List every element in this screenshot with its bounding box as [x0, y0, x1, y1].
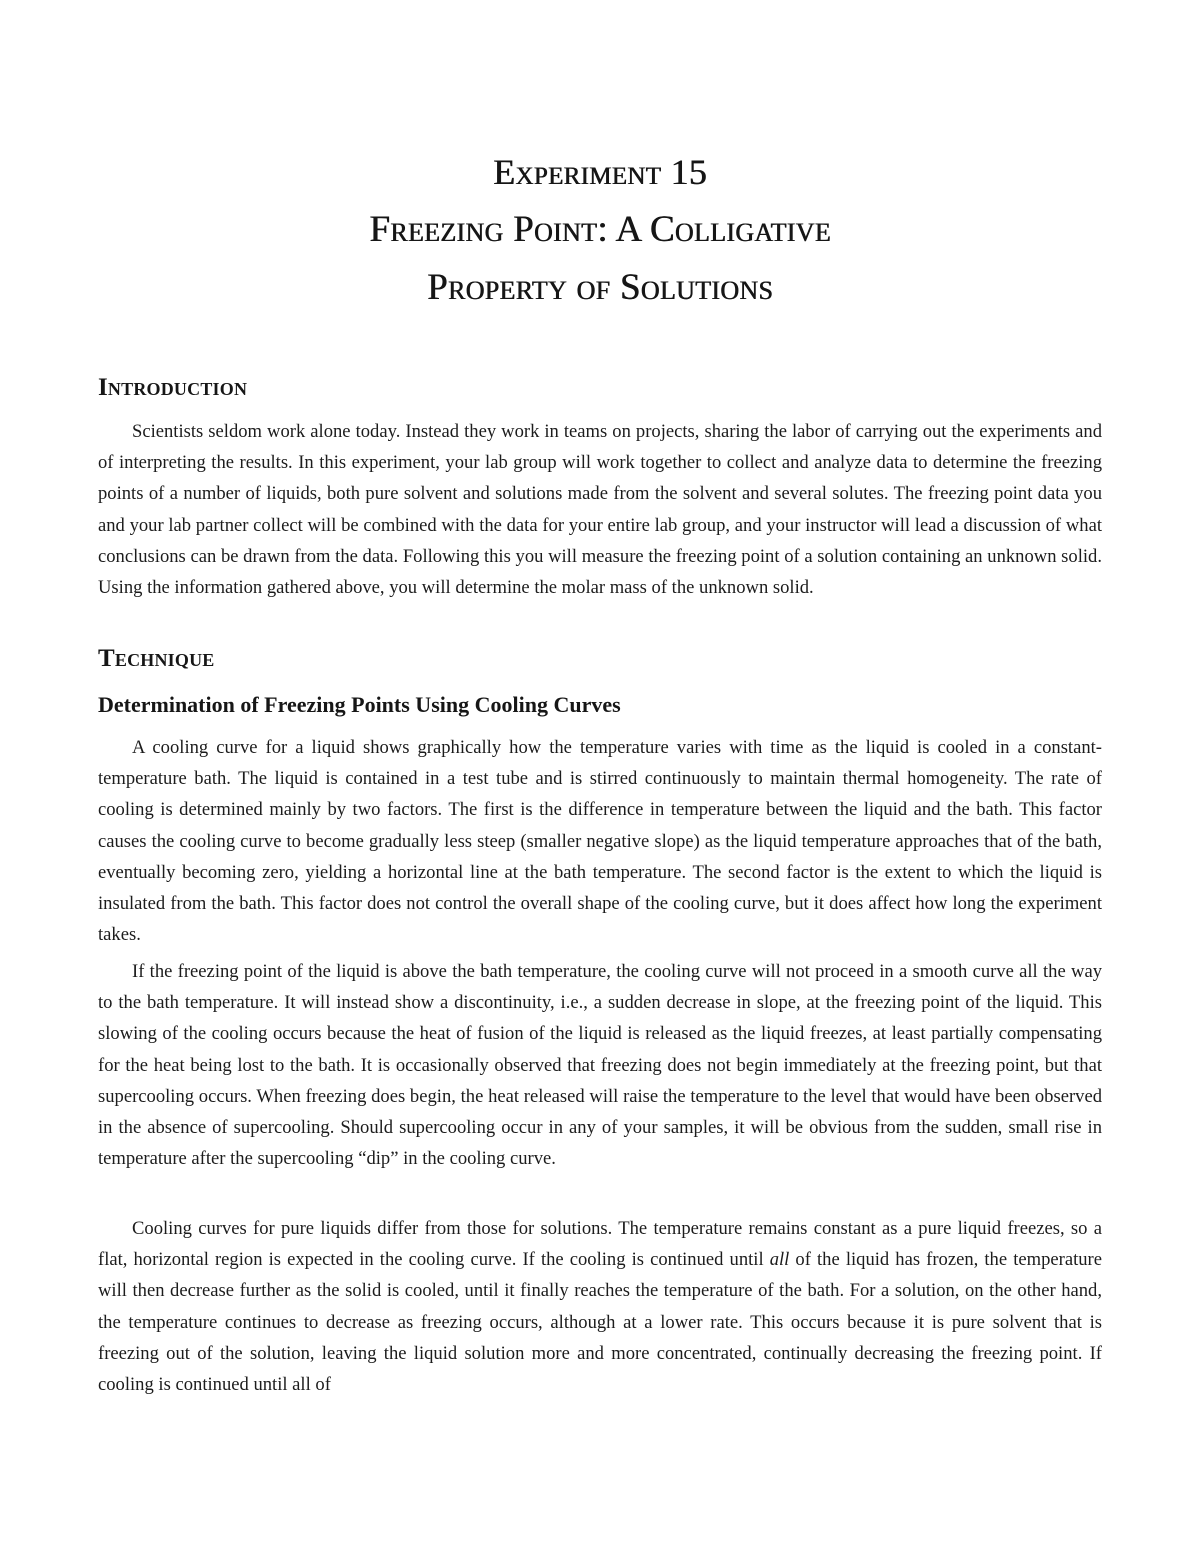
experiment-number: Experiment 15: [493, 152, 707, 192]
cooling-curves-subheading: Determination of Freezing Points Using Cooling Curves: [98, 692, 621, 717]
introduction-heading: Introduction: [98, 374, 248, 401]
paragraph-3-text-start: Cooling curves for pure liquids differ from those for solutions. The temperature remains constant as a pure liquid freezes, so a flat, horizontal region is expected in the cooling curve. If the cooling is continued until: [98, 1218, 1102, 1271]
technique-paragraph-2: If the freezing point of the liquid is above the bath temperature, the cooling curve will not proceed in a smooth curve all the way to the bath temperature. It will instead show a discontinuity, i.e., a sudden decrease in slope, at the freezing point of the liquid. This slowing of the cooling occurs because the heat of fusion of the liquid is released as the liquid freezes, at least partially compensating for the heat being lost to the bath. It is occasionally observed that freezing does not begin immediately at the freezing point, but that supercooling occurs. When freezing does begin, the heat released will raise the temperature to the level that would have been observed in the absence of supercooling. Should supercooling occur in any of your samples, it will be obvious from the sudden, small rise in temperature after the supercooling “dip” in the cooling curve.: [98, 961, 1102, 1170]
emphasis-all: all: [769, 1249, 790, 1271]
paragraph-3-text-end: of the liquid has frozen, the temperature will then decrease further as the solid is cooled, until it finally reaches the temperature of the bath. For a solution, on the other hand, the temperature continues to decrease as freezing occurs, although at a lower rate. This occurs because it is pure solvent that is freezing out of the solution, leaving the liquid solution more and more concentrated, continually decreasing the freezing point. If cooling is continued until all of: [98, 1249, 1102, 1396]
title-line-1: Freezing Point: A Colligative: [369, 209, 831, 250]
document-title: [98, 148, 1102, 318]
title-line-2: Property of Solutions: [426, 267, 774, 308]
technique-paragraph-1: A cooling curve for a liquid shows graphically how the temperature varies with time as the liquid is cooled in a constant-temperature bath. The liquid is contained in a test tube and is stirred continuously to maintain thermal homogeneity. The rate of cooling is determined mainly by two factors. The first is the difference in temperature between the liquid and the bath. This factor causes the cooling curve to become gradually less steep (smaller negative slope) as the liquid temperature approaches that of the bath, eventually becoming zero, yielding a horizontal line at the bath temperature. The second factor is the extent to which the liquid is insulated from the bath. This factor does not control the overall shape of the cooling curve, but it does affect how long the experiment takes.: [98, 737, 1102, 946]
introduction-paragraph: Scientists seldom work alone today. Instead they work in teams on projects, sharing the labor of carrying out the experiments and of interpreting the results. In this experiment, your lab group will work together to collect and analyze data to determine the freezing points of a number of liquids, both pure solvent and solutions made from the solvent and several solutes. The freezing point data you and your lab partner collect will be combined with the data for your entire lab group, and your instructor will lead a discussion of what conclusions can be drawn from the data. Following this you will measure the freezing point of a solution containing an unknown solid. Using the information gathered above, you will determine the molar mass of the unknown solid.: [98, 421, 1102, 599]
technique-heading: Technique: [98, 645, 215, 672]
technique-paragraph-3: [98, 1213, 1102, 1400]
